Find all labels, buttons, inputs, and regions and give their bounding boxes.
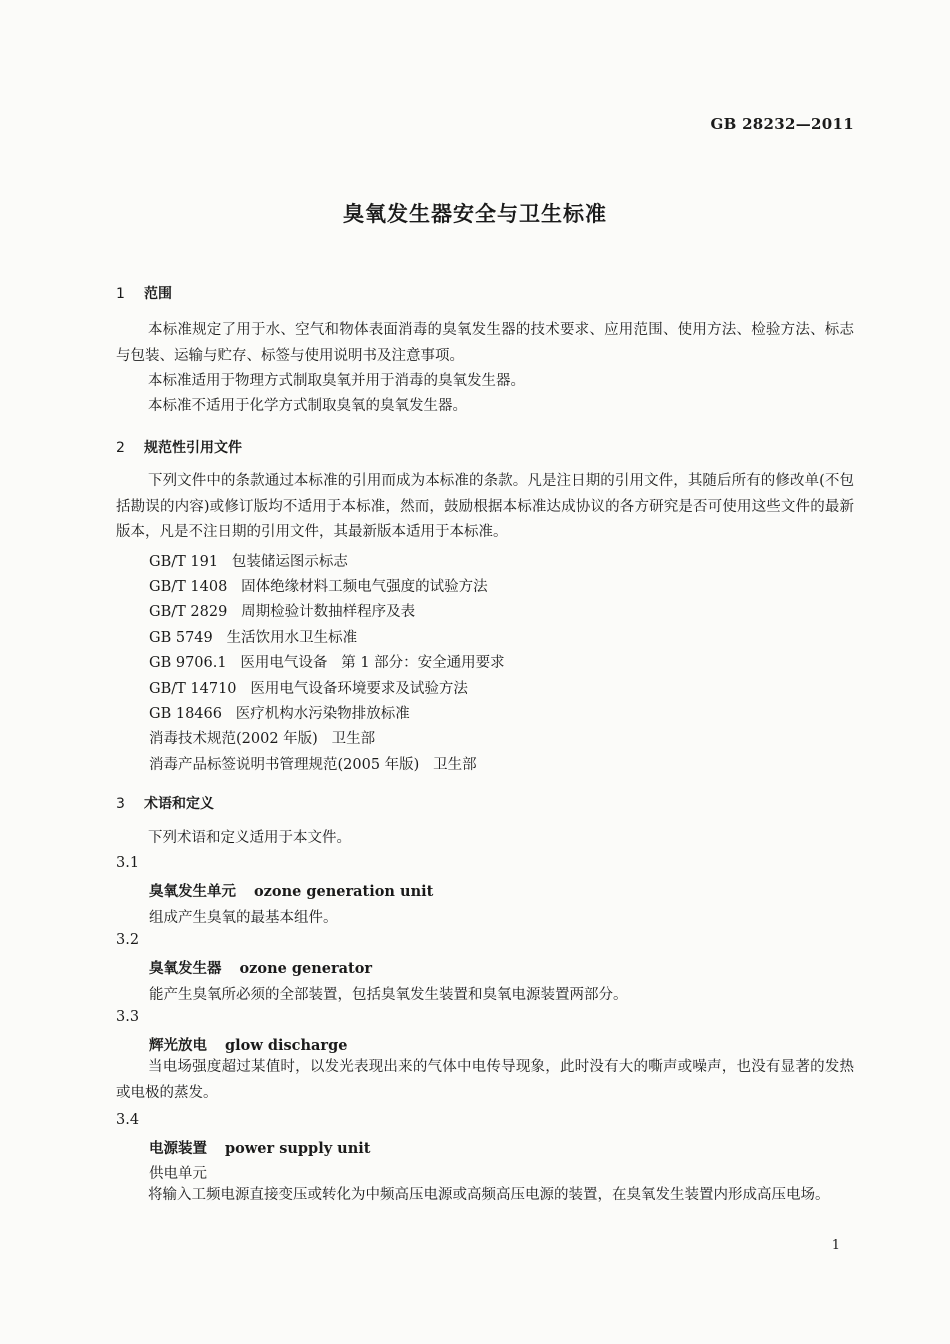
clause-number: 3.3 <box>116 1009 140 1025</box>
section-title: 术语和定义 <box>144 796 214 812</box>
paragraph: 本标准不适用于化学方式制取臭氧的臭氧发生器。 <box>148 398 467 414</box>
reference-item: 消毒产品标签说明书管理规范(2005 年版) 卫生部 <box>149 757 477 773</box>
paragraph: 本标准规定了用于水、空气和物体表面消毒的臭氧发生器的技术要求、应用范围、使用方法、检验方法、标志与包装、运输与贮存、标签与使用说明书及注意事项。 <box>116 322 854 364</box>
term-cn: 臭氧发生器 <box>149 960 222 977</box>
reference-item: 消毒技术规范(2002 年版) 卫生部 <box>149 731 376 747</box>
section-number: 1 <box>116 286 125 302</box>
term <box>149 1034 347 1055</box>
paragraph: 下列文件中的条款通过本标准的引用而成为本标准的条款。凡是注日期的引用文件，其随后所有的修改单(不包括勘误的内容)或修订版均不适用于本标准，然而，鼓励根据本标准达成协议的各方研究是否可使用这些文件的最新版本，凡是不注日期的引用文件，其最新版本适用于本标准。 <box>116 473 854 540</box>
reference-item: GB 9706.1 医用电气设备 第 1 部分：安全通用要求 <box>149 655 505 671</box>
reference-item: GB/T 2829 周期检验计数抽样程序及表 <box>149 604 416 620</box>
paragraph: 本标准适用于物理方式制取臭氧并用于消毒的臭氧发生器。 <box>148 373 525 389</box>
page-number: 1 <box>831 1238 840 1253</box>
term-cn: 辉光放电 <box>149 1037 207 1054</box>
definition: 当电场强度超过某值时，以发光表现出来的气体中电传导现象，此时没有大的嘶声或噪声，也没有显著的发热或电极的蒸发。 <box>116 1059 854 1101</box>
term-en: glow discharge <box>225 1037 348 1054</box>
term-cn: 电源装置 <box>149 1140 207 1157</box>
reference-item: GB 18466 医疗机构水污染物排放标准 <box>149 706 410 722</box>
term <box>149 880 433 901</box>
definition: 能产生臭氧所必须的全部装置，包括臭氧发生装置和臭氧电源装置两部分。 <box>149 987 628 1003</box>
section-title: 范围 <box>144 286 172 302</box>
reference-item: GB 5749 生活饮用水卫生标准 <box>149 630 358 646</box>
section-3-heading <box>116 793 214 813</box>
clause-number: 3.4 <box>116 1112 140 1128</box>
standard-number: GB 28232—2011 <box>710 115 854 133</box>
section-1-heading <box>116 283 172 303</box>
paragraph: 下列术语和定义适用于本文件。 <box>148 830 351 846</box>
term-en: ozone generator <box>239 960 373 977</box>
term <box>149 957 372 978</box>
page-title: 臭氧发生器安全与卫生标准 <box>343 201 607 226</box>
reference-item: GB/T 191 包装储运图示标志 <box>149 554 348 570</box>
clause-number: 3.1 <box>116 855 140 871</box>
section-number: 3 <box>116 796 125 812</box>
section-2-heading <box>116 437 242 457</box>
clause-number: 3.2 <box>116 932 140 948</box>
definition: 组成产生臭氧的最基本组件。 <box>149 910 338 926</box>
term-en: power supply unit <box>225 1140 371 1157</box>
section-title: 规范性引用文件 <box>144 440 242 456</box>
alternative-term: 供电单元 <box>149 1166 207 1182</box>
term <box>149 1137 370 1158</box>
section-number: 2 <box>116 440 125 456</box>
term-cn: 臭氧发生单元 <box>149 883 236 900</box>
reference-item: GB/T 14710 医用电气设备环境要求及试验方法 <box>149 681 468 697</box>
reference-item: GB/T 1408 固体绝缘材料工频电气强度的试验方法 <box>149 579 488 595</box>
definition: 将输入工频电源直接变压或转化为中频高压电源或高频高压电源的装置，在臭氧发生装置内形成高压电场。 <box>148 1187 830 1203</box>
term-en: ozone generation unit <box>254 883 434 900</box>
